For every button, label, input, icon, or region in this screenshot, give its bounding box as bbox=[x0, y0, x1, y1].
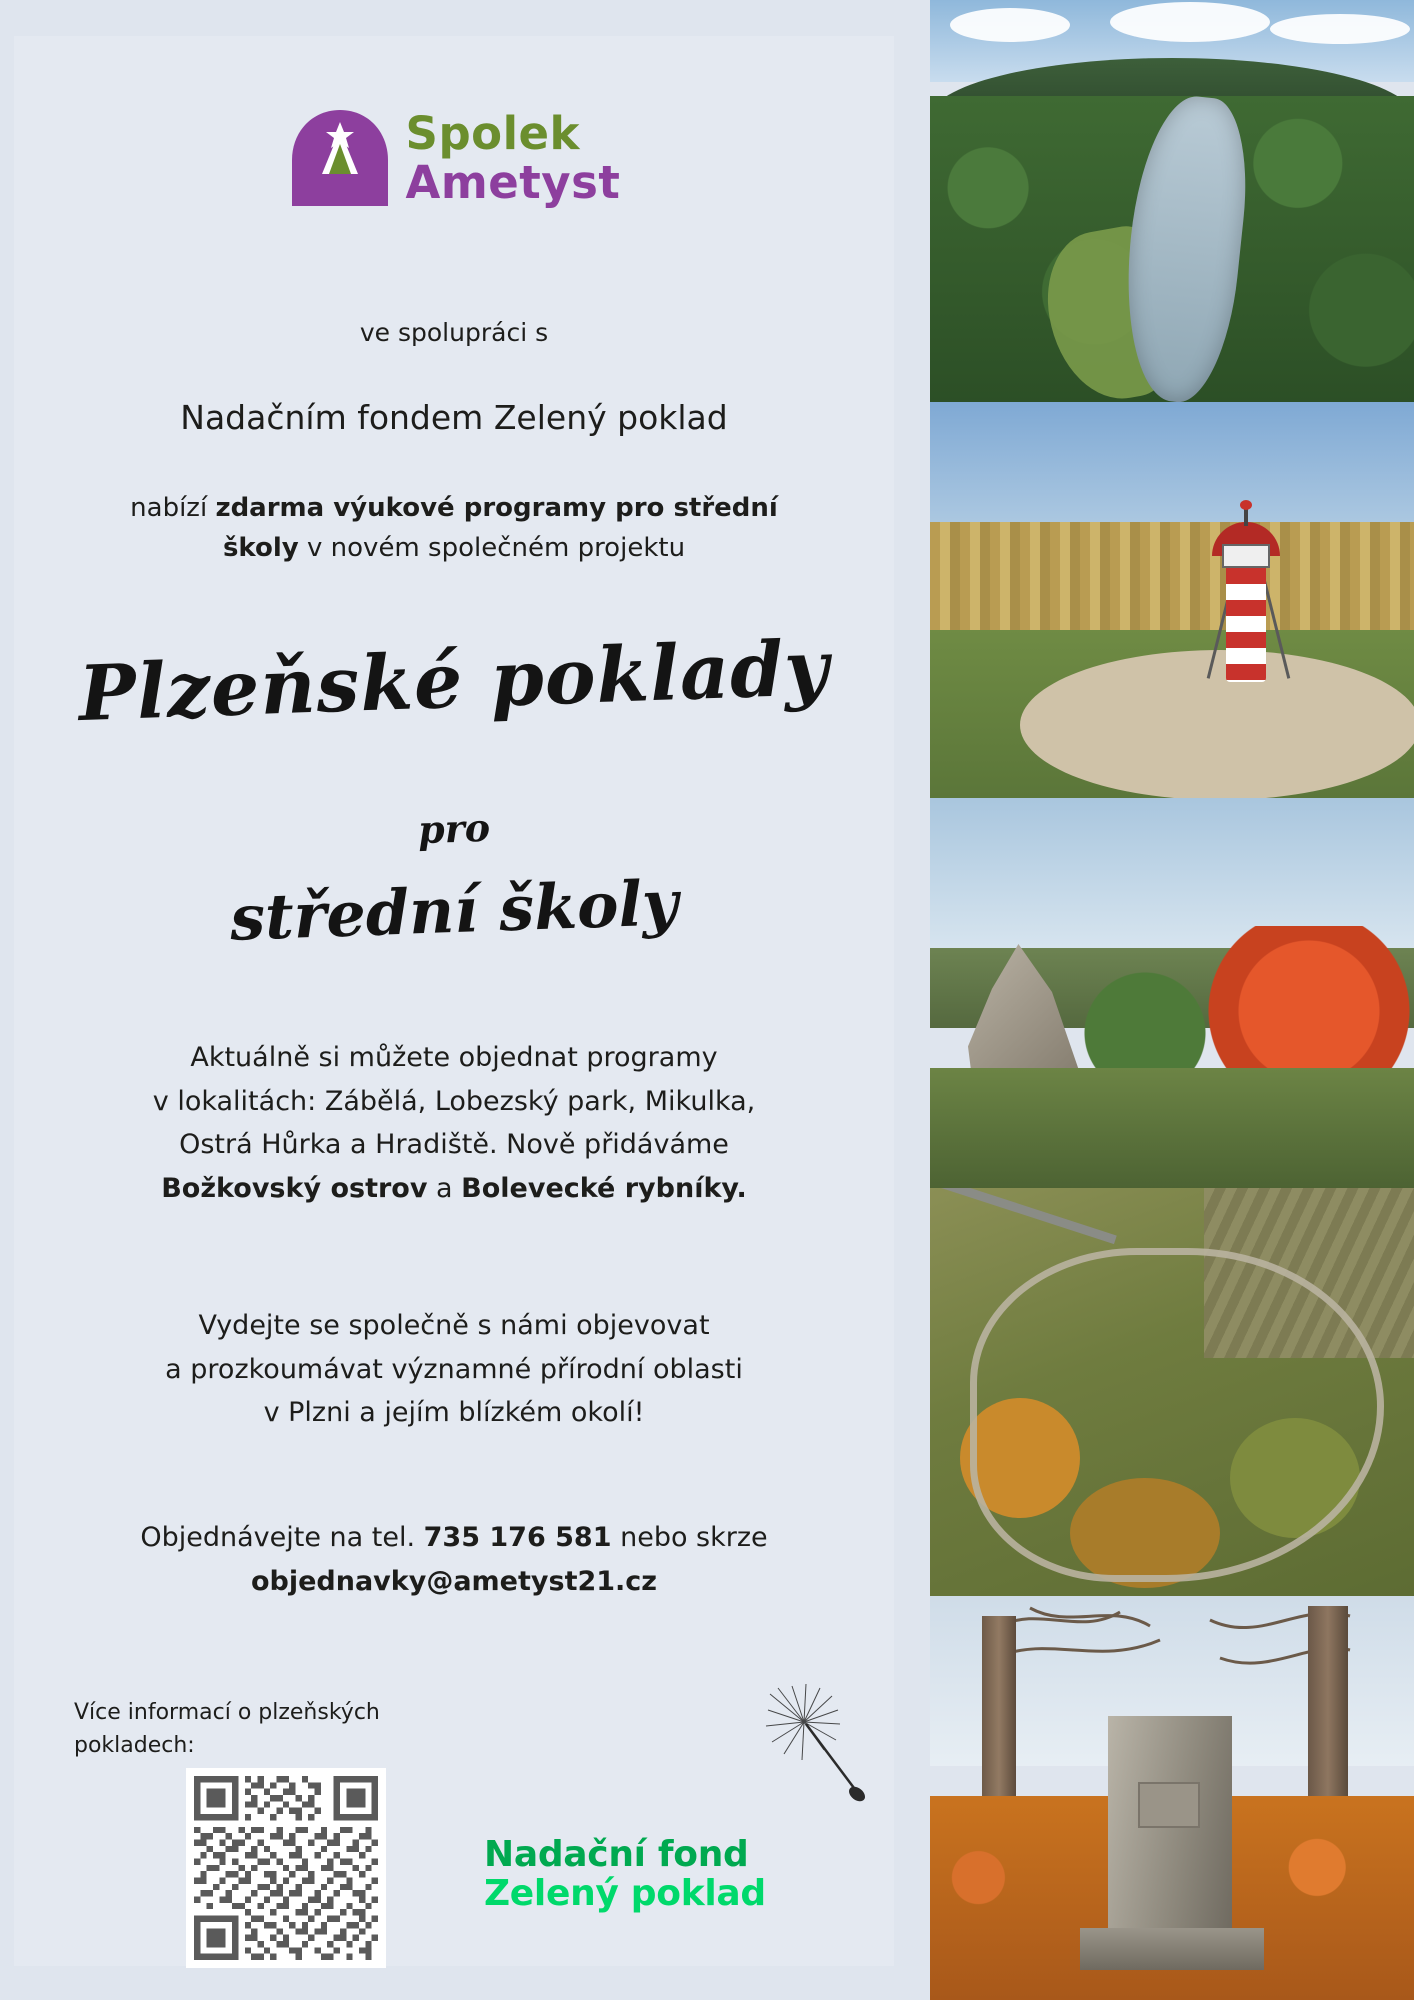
invitation-paragraph bbox=[44, 1304, 864, 1435]
more-info-line-2: pokladech: bbox=[74, 1733, 195, 1758]
locations-line-1: Aktuálně si můžete objednat programy bbox=[190, 1042, 718, 1073]
offer-suffix: v novém společném projektu bbox=[298, 533, 686, 564]
order-suffix: nebo skrze bbox=[611, 1522, 768, 1553]
order-phone[interactable]: 735 176 581 bbox=[423, 1522, 612, 1553]
offer-paragraph bbox=[44, 488, 864, 569]
project-title-pro: pro bbox=[417, 804, 491, 853]
ametyst-logo-text bbox=[405, 107, 621, 209]
cooperation-line: ve spolupráci s bbox=[359, 318, 549, 347]
invite-line-1: Vydejte se společně s námi objevovat bbox=[198, 1310, 710, 1341]
locations-line-2: v lokalitách: Zábělá, Lobezský park, Mikulka, bbox=[152, 1085, 756, 1117]
ametyst-logo-mark bbox=[288, 106, 392, 210]
order-paragraph bbox=[44, 1516, 864, 1603]
photo-column bbox=[930, 0, 1414, 2000]
ametyst-logo bbox=[14, 106, 894, 210]
photo1-cloud-3 bbox=[1270, 14, 1410, 44]
order-prefix: Objednávejte na tel. bbox=[140, 1522, 424, 1553]
photo-aerial-fields-path bbox=[930, 1188, 1414, 1596]
text-panel bbox=[14, 36, 894, 1966]
order-email[interactable]: objednavky@ametyst21.cz bbox=[250, 1565, 658, 1597]
foundation-line: Nadačním fondem Zelený poklad bbox=[180, 398, 728, 437]
photo2-lighthouse-body bbox=[1226, 552, 1266, 682]
dandelion-seed-icon bbox=[762, 1684, 882, 1814]
photo3-ground bbox=[930, 1068, 1414, 1188]
offer-prefix: nabízí bbox=[130, 493, 216, 523]
photo-rock-outcrop-autumn bbox=[930, 798, 1414, 1188]
more-info-text bbox=[74, 1696, 504, 1762]
locations-new-2: Bolevecké rybníky. bbox=[461, 1173, 747, 1205]
photo5-base-blocks bbox=[1080, 1928, 1264, 1970]
sponsor-line-1: Nadační fond bbox=[484, 1834, 749, 1875]
locations-conjunction: a bbox=[427, 1173, 462, 1205]
invite-line-2: a prozkoumávat významné přírodní oblasti bbox=[165, 1353, 743, 1385]
locations-paragraph bbox=[44, 1036, 864, 1211]
project-title: Plzeňské poklady bbox=[77, 622, 831, 739]
logo-word-ametyst: Ametyst bbox=[405, 156, 621, 209]
photo2-lighthouse-lamp bbox=[1222, 544, 1270, 568]
sponsor-logo-zeleny-poklad bbox=[484, 1836, 824, 1914]
locations-new-1: Božkovský ostrov bbox=[161, 1173, 428, 1205]
logo-word-spolek: Spolek bbox=[405, 107, 580, 160]
offer-bold-1: zdarma výukové programy pro střední bbox=[215, 493, 778, 523]
more-info-line-1: Více informací o plzeňských bbox=[74, 1700, 380, 1725]
qr-code[interactable] bbox=[186, 1768, 386, 1968]
project-title-subtitle: střední školy bbox=[228, 866, 680, 955]
invite-line-3: v Plzni a jejím blízkém okolí! bbox=[263, 1397, 645, 1429]
offer-bold-2: školy bbox=[222, 533, 299, 564]
locations-line-3: Ostrá Hůrka a Hradiště. Nově přidáváme bbox=[179, 1129, 729, 1161]
photo2-lighthouse-finial bbox=[1240, 500, 1252, 510]
photo2-sandpit bbox=[1020, 650, 1414, 798]
photo1-cloud-1 bbox=[950, 8, 1070, 42]
photo-memorial-stone-autumn bbox=[930, 1596, 1414, 2000]
photo2-poplar-row bbox=[930, 522, 1414, 642]
photo-river-valley-aerial bbox=[930, 0, 1414, 402]
photo-lighthouse-playground bbox=[930, 402, 1414, 798]
photo1-cloud-2 bbox=[1110, 2, 1270, 42]
sponsor-line-2: Zelený poklad bbox=[484, 1872, 766, 1914]
photo5-plaque bbox=[1138, 1782, 1200, 1828]
